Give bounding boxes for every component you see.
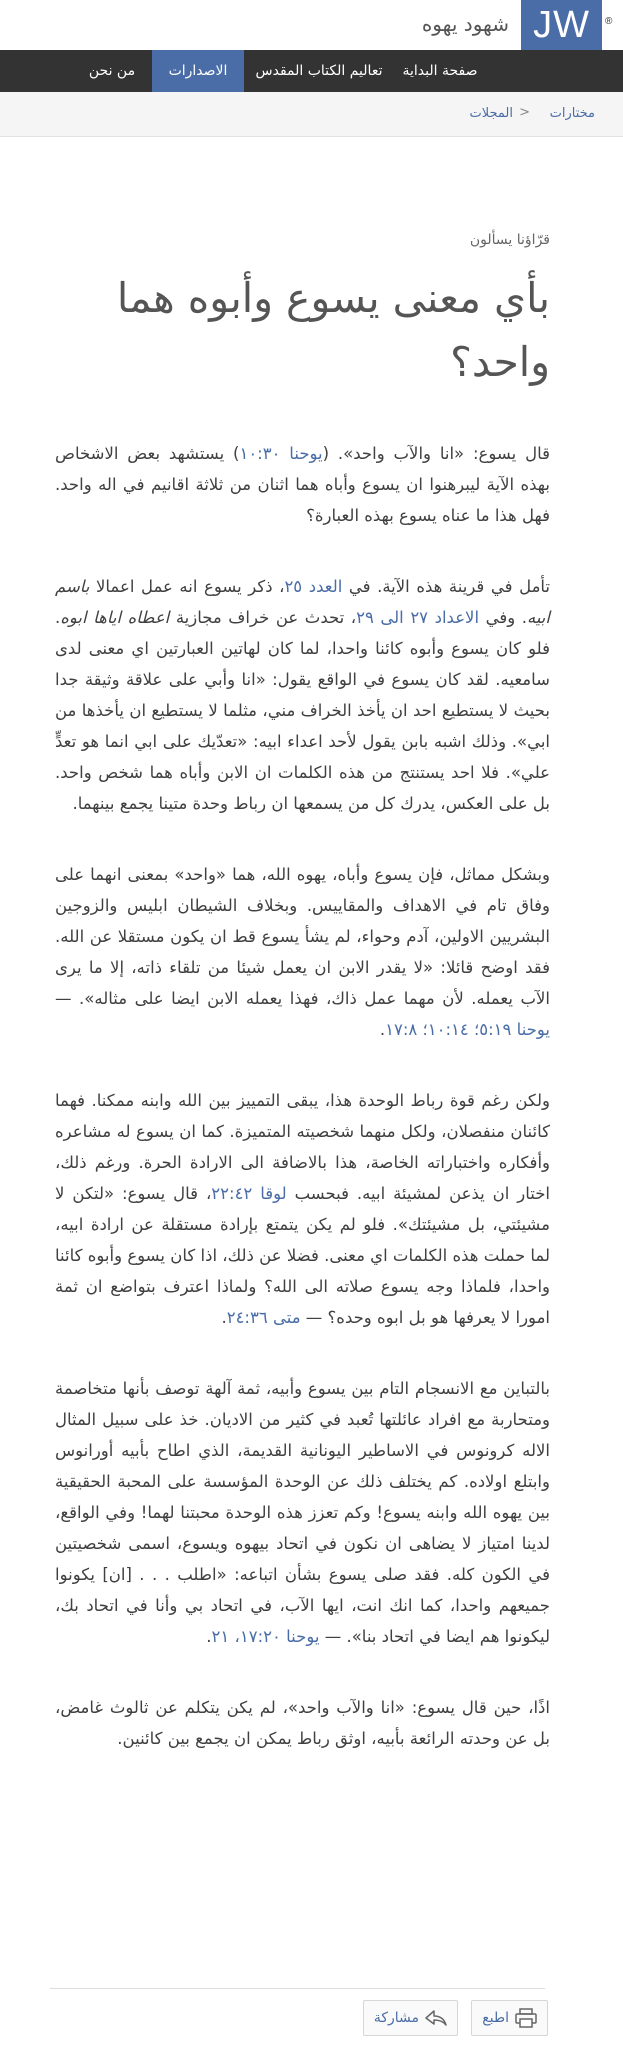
p2-text-e: . فلو كان يسوع وأبوه كائنا واحدا، لما كان لهاتين العبارتين اي معنى لدى سامعيه. لقد كان يسوع في الواقع يقول: «انا وأبي على علاقة وثيقة جدا بحيث لا يستطيع احد ان يأخذ الخراف مني، مثلما لا يستطيع ان يأخذها من ابي». وذلك اشبه بابن يقول لأحد اعداء ابيه: «تعدّيك على ابي انما هو تعدٍّ علي». فلا احد يستنتج من هذه الكلمات ان الابن وأباه هما شخص واحد. بل على العكس، يدرك كل من يسمعها ان رباط وحدة متينا يجمع بينهما. xyxy=(55,608,550,813)
p4-text-c: . xyxy=(221,1308,227,1327)
p3-text-a: وبشكل مماثل، فإن يسوع وأباه، يهوه الله، هما «واحد» بمعنى انهما على وفاق تام في الاهداف والمقاييس. وبخلاف الشيطان ابليس والزوجين البشريين الاولين، آدم وحواء، لم يشأ يسوع قط ان يكون مستقلا عن الله. فقد اوضح قائلا: «لا يقدر الابن ان يعمل شيئا من تلقاء ذاته، إلا ما يرى الآب يعمله. لأن مهما عمل ذاك، فهذا يعمله الابن ايضا على مثاله». — xyxy=(55,865,550,1008)
scripture-link-matthew-24-36[interactable]: متى ٢٤:٣٦ xyxy=(226,1308,301,1327)
share-arrow-icon xyxy=(425,2009,447,2027)
article-paragraph-4 xyxy=(55,1085,550,1333)
scripture-link-luke-22-42[interactable]: لوقا ٢٢:٤٢ xyxy=(211,1184,287,1203)
nav-item-publications[interactable]: الاصدارات xyxy=(152,50,244,92)
p2-italic-1: باسم ابيه xyxy=(55,577,550,627)
print-button[interactable] xyxy=(471,2000,548,2036)
share-button[interactable] xyxy=(363,2000,458,2036)
p2-text-a: تأمل في قرينة هذه الآية. في xyxy=(342,577,551,596)
p5-text-b: . xyxy=(206,1627,212,1646)
scripture-link-verses-27-29[interactable]: الاعداد ٢٧ الى ٢٩ xyxy=(356,608,480,627)
print-label: اطبع xyxy=(482,2010,509,2026)
breadcrumb-magazines[interactable]: المجلات xyxy=(469,106,513,121)
main-nav xyxy=(0,50,623,92)
breadcrumb-separator: < xyxy=(519,105,530,120)
nav-item-home[interactable]: صفحة البداية xyxy=(402,63,478,79)
printer-icon xyxy=(515,2008,537,2028)
nav-item-bible-teachings[interactable]: تعاليم الكتاب المقدس xyxy=(255,63,383,79)
site-header xyxy=(0,0,623,50)
p1-text-a: قال يسوع: «انا والآب واحد». ( xyxy=(322,444,550,463)
article-actions xyxy=(0,2000,623,2040)
registered-mark: ® xyxy=(605,16,613,27)
article xyxy=(55,230,550,1754)
p2-italic-2: اعطاه اياها ابوه xyxy=(60,608,170,627)
p2-text-c: . وفي xyxy=(479,608,527,627)
p5-text-a: بالتباين مع الانسجام التام بين يسوع وأبيه، ثمة آلهة توصف بأنها متخاصمة ومتحاربة مع افراد عائلتها تُعبد في كثير من الاديان. خذ على سبيل المثال الاله كرونوس في الاساطير اليونانية القديمة، الذي اطاح بأبيه أورانوس وابتلع اولاده. كم يختلف ذلك عن الوحدة المؤسسة على المحبة الحقيقية بين يهوه الله وابنه يسوع! وكم تعزز هذه الوحدة محبتنا لهما! وفي الواقع، لدينا امتياز لا يضاهى ان نكون في اتحاد بيهوه ويسوع، اسمى شخصيتين في الكون كله. فقد صلى يسوع بشأن اتباعه: «اطلب . . . [ان] يكونوا جميعهم واحدا، كما انك انت، ايها الآب، في اتحاد بي وأنا في اتحاد بك، ليكونوا هم ايضا في اتحاد بنا». — xyxy=(55,1379,550,1646)
p2-text-d: ، تحدث عن خراف مجازية xyxy=(169,608,357,627)
article-paragraph-6: اذًا، حين قال يسوع: «انا والآب واحد»، لم يكن يتكلم عن ثالوث غامض، بل عن وحدته الرائعة بأبيه، اوثق رباط يمكن ان يجمع بين كائنين. xyxy=(55,1698,550,1748)
share-label: مشاركة xyxy=(373,2010,419,2026)
divider xyxy=(50,1988,545,1989)
article-paragraph-3 xyxy=(55,859,550,1045)
scripture-link-verse-25[interactable]: العدد ٢٥ xyxy=(284,577,343,596)
breadcrumb-selections[interactable]: مختارات xyxy=(549,106,595,121)
article-paragraph-5 xyxy=(55,1373,550,1652)
article-kicker: قرّاؤنا يسألون xyxy=(469,232,550,248)
p1-text-b: ) يستشهد بعض الاشخاص بهذه الآية ليبرهنوا ان يسوع وأباه هما اثنان من ثلاثة اقانيم في اله واحد. فهل هذا ما عناه يسوع بهذه العبارة؟ xyxy=(55,444,550,525)
p2-text-b: ، ذكر يسوع انه عمل اعمالا xyxy=(89,577,285,596)
article-paragraph-1 xyxy=(55,438,550,531)
article-title: بأي معنى يسوع وأبوه هما واحد؟ xyxy=(116,274,550,386)
scripture-link-john-10-30[interactable]: يوحنا ١٠:٣٠ xyxy=(239,444,323,463)
nav-item-about-us[interactable]: من نحن xyxy=(88,63,136,79)
logo-jw-text: JW xyxy=(533,4,590,46)
scripture-link-john-5-19[interactable]: يوحنا ٥:١٩؛ ١٠:١٤؛ ١٧:٨ xyxy=(385,1020,550,1039)
breadcrumb xyxy=(0,92,623,137)
p4-text-a: ولكن رغم قوة رباط الوحدة هذا، يبقى التمييز بين الله وابنه ممكنا. فهما كائنان منفصلان، ولكل منهما شخصيته المتميزة. كما ان يسوع له مشاعره وأفكاره واختباراته الخاصة، هذا بالاضافة الى الارادة الحرة. ورغم ذلك، اختار ان يذعن لمشيئة ابيه. فبحسب xyxy=(55,1091,550,1203)
article-paragraph-2 xyxy=(55,571,550,819)
p4-text-b: ، قال يسوع: «لتكن لا مشيئتي، بل مشيئتك». فلو لم يكن يتمتع بإرادة مستقلة عن ارادة ابيه، لما حملت هذه الكلمات اي معنى. فضلا عن ذلك، اذا كان يسوع وأبوه كائنا واحدا، فلماذا وجه يسوع صلاته الى الله؟ ولماذا اعترف بتواضع ان ثمة امورا لا يعرفها هو بل ابوه وحده؟ — xyxy=(55,1184,550,1327)
p3-text-b: . xyxy=(379,1020,386,1039)
site-name: شهود يهوه xyxy=(421,12,509,36)
scripture-link-john-17-20[interactable]: يوحنا ١٧:٢٠، ٢١ xyxy=(211,1627,320,1646)
